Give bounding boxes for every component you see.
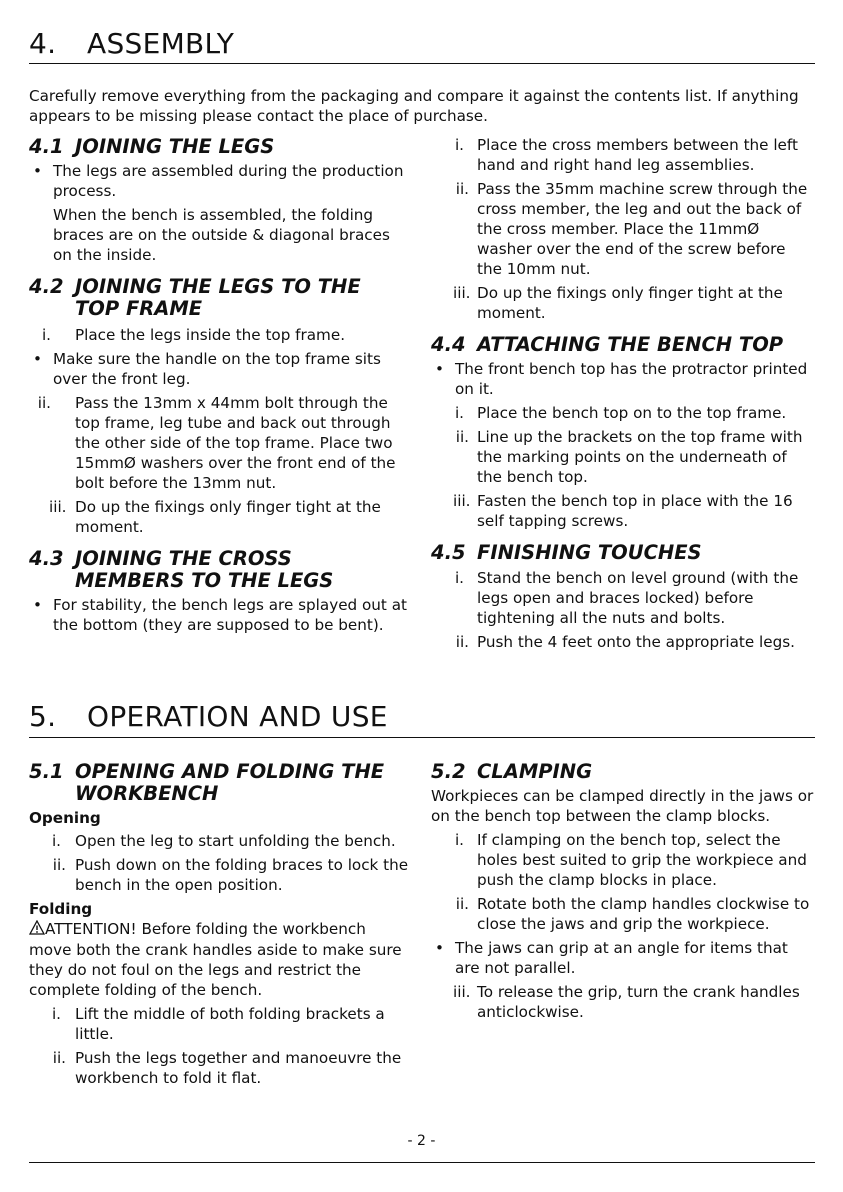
- section-4-heading: [29, 27, 234, 61]
- step-item: ii. Line up the brackets on the top frame with the marking points on the underneath of the bench top.: [455, 428, 803, 486]
- step-item: i. If clamping on the bench top, select the holes best suited to grip the workpiece and push the clamp blocks in place.: [454, 831, 807, 889]
- bullet-item: • Make sure the handle on the top frame sits over the front leg.: [29, 349, 407, 389]
- step-item: ii. Pass the 35mm machine screw through the cross member, the leg and out the back of the cross member. Place the 11mmØ washer over the end of the screw before the 10mm nut.: [455, 180, 808, 278]
- divider: [29, 63, 815, 64]
- heading-4-1: 4.1 JOINING THE LEGS: [29, 135, 275, 158]
- step-item: i. Place the cross members between the left hand and right hand leg assemblies.: [454, 136, 798, 174]
- paragraph: When the bench is assembled, the folding braces are on the outside & diagonal braces on the inside.: [53, 206, 390, 264]
- step-item: ii. Rotate both the clamp handles clockwise to close the jaws and grip the workpiece.: [455, 895, 810, 933]
- left-column-5: [29, 761, 413, 1088]
- heading-4-5: 4.5 FINISHING TOUCHES: [431, 541, 702, 564]
- section-title: ASSEMBLY: [87, 27, 235, 60]
- step-item: iii. To release the grip, turn the crank handles anticlockwise.: [453, 983, 800, 1021]
- step-item: i. Place the legs inside the top frame.: [41, 326, 346, 344]
- heading-5-2: 5.2 CLAMPING: [431, 760, 593, 783]
- divider: [29, 737, 815, 738]
- heading-4-4: 4.4 ATTACHING THE BENCH TOP: [431, 333, 784, 356]
- subheading-opening: Opening: [29, 809, 101, 827]
- right-column-4: [431, 135, 815, 652]
- step-item: i. Lift the middle of both folding brackets a little.: [51, 1005, 385, 1043]
- right-column-5: [431, 761, 815, 1022]
- step-item: i. Open the leg to start unfolding the bench.: [51, 832, 396, 850]
- heading-5-1: 5.1 OPENING AND FOLDING THE WORKBENCH: [29, 760, 385, 805]
- page-number: - 2 -: [407, 1133, 436, 1149]
- section-number: 4.: [29, 27, 57, 60]
- step-item: iii. Fasten the bench top in place with the 16 self tapping screws.: [453, 492, 793, 530]
- step-item: ii. Push the legs together and manoeuvre the workbench to fold it flat.: [52, 1049, 402, 1087]
- step-item: i. Stand the bench on level ground (with the legs open and braces locked) before tightening all the nuts and bolts.: [454, 569, 799, 627]
- attention-paragraph: ATTENTION! Before folding the workbench move both the crank handles aside to make sure they do not foul on the legs and restrict the complete folding of the bench.: [29, 920, 402, 999]
- intro-paragraph: Carefully remove everything from the packaging and compare it against the contents list. If anything appears to be missing please contact the place of purchase.: [29, 87, 799, 125]
- section-5-heading: [29, 700, 388, 734]
- paragraph: Workpieces can be clamped directly in the jaws or on the bench top between the clamp blocks.: [431, 787, 814, 825]
- step-item: i. Place the bench top on to the top frame.: [454, 404, 787, 422]
- section-number: 5.: [29, 700, 57, 733]
- bullet-item: • For stability, the bench legs are splayed out at the bottom (they are supposed to be bent).: [29, 595, 407, 635]
- step-item: iii. Do up the fixings only finger tight at the moment.: [453, 284, 783, 322]
- step-item: iii. Do up the fixings only finger tight at the moment.: [49, 498, 381, 536]
- left-column-4: [29, 136, 407, 635]
- heading-4-3: 4.3 JOINING THE CROSS MEMBERS TO THE LEGS: [29, 547, 334, 592]
- footer-divider: [29, 1162, 815, 1163]
- bullet-item: • The front bench top has the protractor printed on it.: [431, 359, 815, 399]
- subheading-folding: Folding: [29, 900, 93, 918]
- heading-4-2: 4.2 JOINING THE LEGS TO THE TOP FRAME: [29, 275, 361, 320]
- step-item: ii. Pass the 13mm x 44mm bolt through the top frame, leg tube and back out through the other side of the top frame. Place two 15mmØ washers over the front end of the bolt before the 13mm nut.: [37, 394, 396, 492]
- bullet-item: • The jaws can grip at an angle for items that are not parallel.: [431, 938, 815, 978]
- bullet-item: • The legs are assembled during the production process.: [29, 161, 407, 201]
- warning-triangle-icon: [29, 920, 45, 940]
- step-item: ii. Push down on the folding braces to lock the bench in the open position.: [52, 856, 409, 894]
- step-item: ii. Push the 4 feet onto the appropriate legs.: [455, 633, 795, 651]
- section-title: OPERATION AND USE: [87, 700, 388, 733]
